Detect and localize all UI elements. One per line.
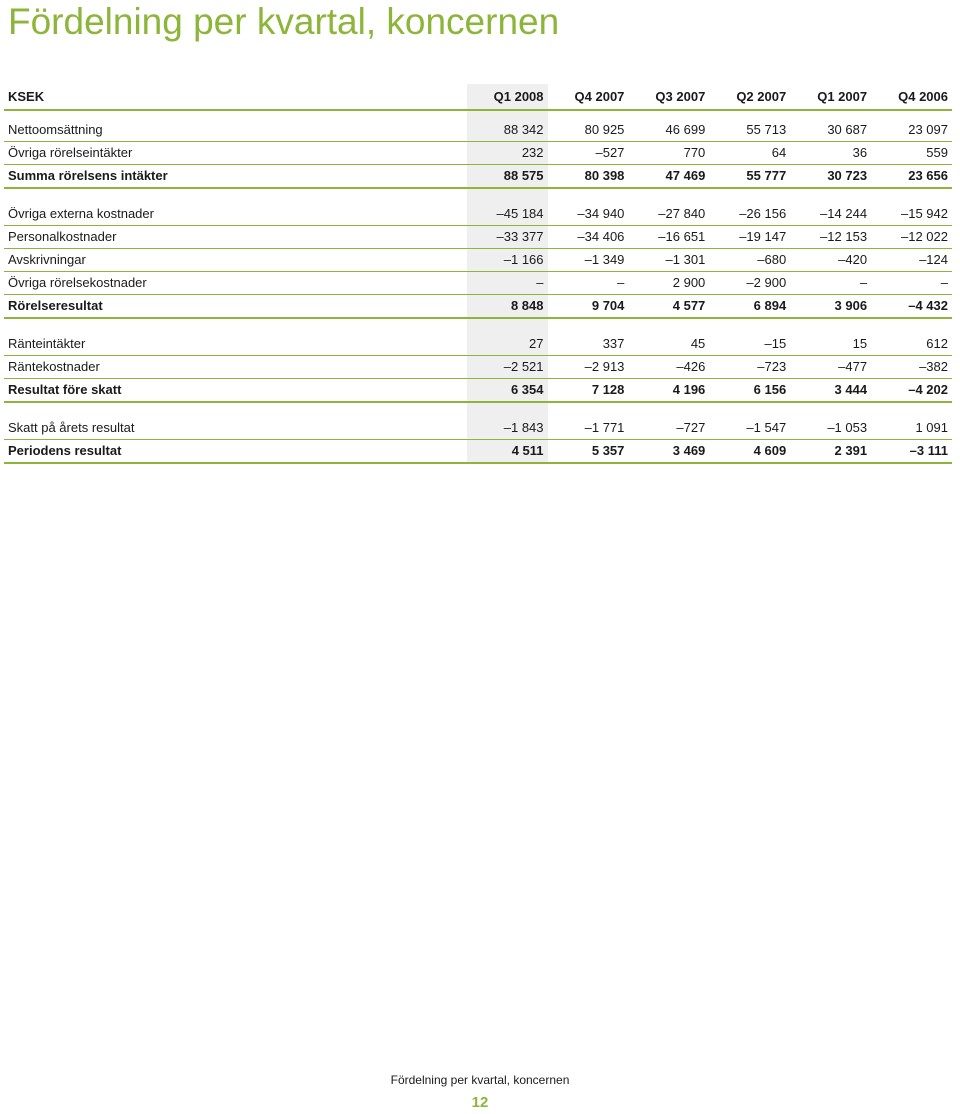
column-header: Q1 2007	[790, 84, 871, 110]
group-spacer	[4, 188, 952, 203]
table-cell: 6 156	[709, 379, 790, 403]
row-label: Avskrivningar	[4, 249, 467, 272]
table-cell: 770	[628, 142, 709, 165]
table-row	[4, 142, 952, 165]
table-cell: 23 656	[871, 165, 952, 189]
spacer-cell	[628, 110, 709, 119]
group-spacer	[4, 110, 952, 119]
table-cell: –34 406	[548, 226, 629, 249]
page-title: Fördelning per kvartal, koncernen	[8, 1, 560, 42]
table-cell: –34 940	[548, 203, 629, 226]
table-cell: –	[790, 272, 871, 295]
row-label: Övriga rörelsekostnader	[4, 272, 467, 295]
table-row	[4, 417, 952, 440]
table-cell: –420	[790, 249, 871, 272]
table-cell: –1 547	[709, 417, 790, 440]
table-cell: –680	[709, 249, 790, 272]
table-cell: –45 184	[467, 203, 548, 226]
column-header: Q2 2007	[709, 84, 790, 110]
table-row	[4, 440, 952, 464]
row-label: Skatt på årets resultat	[4, 417, 467, 440]
table-cell: –15 942	[871, 203, 952, 226]
table-row	[4, 165, 952, 189]
table-cell: –2 900	[709, 272, 790, 295]
table-cell: –527	[548, 142, 629, 165]
row-label: Räntekostnader	[4, 356, 467, 379]
spacer-cell	[548, 402, 629, 417]
row-label: Rörelseresultat	[4, 295, 467, 319]
table-header-row	[4, 84, 952, 110]
spacer-cell	[871, 110, 952, 119]
table-cell: 3 444	[790, 379, 871, 403]
table-cell: –1 053	[790, 417, 871, 440]
table-cell: 23 097	[871, 119, 952, 142]
table-cell: 55 777	[709, 165, 790, 189]
footer-text: Fördelning per kvartal, koncernen	[390, 1073, 570, 1087]
table-cell: 88 342	[467, 119, 548, 142]
table-cell: –4 202	[871, 379, 952, 403]
spacer-cell	[548, 188, 629, 203]
table-cell: –2 913	[548, 356, 629, 379]
table-cell: 7 128	[548, 379, 629, 403]
table-cell: –727	[628, 417, 709, 440]
table-cell: 6 894	[709, 295, 790, 319]
table-cell: –426	[628, 356, 709, 379]
table-row	[4, 295, 952, 319]
column-header: Q4 2007	[548, 84, 629, 110]
table-row	[4, 272, 952, 295]
table-cell: 3 469	[628, 440, 709, 464]
table-cell: 2 391	[790, 440, 871, 464]
table-cell: 80 398	[548, 165, 629, 189]
table-cell: 36	[790, 142, 871, 165]
spacer-cell	[467, 318, 548, 333]
spacer-cell	[790, 188, 871, 203]
table-cell: 15	[790, 333, 871, 356]
table-body	[4, 110, 952, 463]
row-label: Ränteintäkter	[4, 333, 467, 356]
spacer-cell	[790, 110, 871, 119]
table-cell: –3 111	[871, 440, 952, 464]
table-cell: 80 925	[548, 119, 629, 142]
table-cell: –1 301	[628, 249, 709, 272]
spacer-cell	[709, 318, 790, 333]
table-cell: 337	[548, 333, 629, 356]
spacer-cell	[628, 318, 709, 333]
spacer-cell	[628, 402, 709, 417]
table-row	[4, 379, 952, 403]
spacer-cell	[4, 402, 467, 417]
spacer-cell	[548, 110, 629, 119]
table-cell: –382	[871, 356, 952, 379]
row-label: Nettoomsättning	[4, 119, 467, 142]
unit-label: KSEK	[4, 84, 467, 110]
group-spacer	[4, 402, 952, 417]
table-cell: –	[467, 272, 548, 295]
spacer-cell	[790, 402, 871, 417]
row-label: Summa rörelsens intäkter	[4, 165, 467, 189]
row-label: Personalkostnader	[4, 226, 467, 249]
table-cell: –14 244	[790, 203, 871, 226]
table-row	[4, 333, 952, 356]
table-cell: –33 377	[467, 226, 548, 249]
table-row	[4, 203, 952, 226]
table-cell: –723	[709, 356, 790, 379]
table-cell: 4 196	[628, 379, 709, 403]
table-cell: 55 713	[709, 119, 790, 142]
table-cell: 45	[628, 333, 709, 356]
table-cell: 27	[467, 333, 548, 356]
table-cell: 4 511	[467, 440, 548, 464]
column-header: Q4 2006	[871, 84, 952, 110]
table-cell: –19 147	[709, 226, 790, 249]
table-cell: –16 651	[628, 226, 709, 249]
table-cell: –12 022	[871, 226, 952, 249]
table-cell: 612	[871, 333, 952, 356]
spacer-cell	[548, 318, 629, 333]
table-cell: 232	[467, 142, 548, 165]
table-cell: 9 704	[548, 295, 629, 319]
table-cell: 30 723	[790, 165, 871, 189]
table-cell: –15	[709, 333, 790, 356]
spacer-cell	[628, 188, 709, 203]
page-number: 12	[471, 1094, 489, 1111]
table-cell: –477	[790, 356, 871, 379]
spacer-cell	[871, 402, 952, 417]
group-spacer	[4, 318, 952, 333]
table-cell: –	[871, 272, 952, 295]
table-cell: –27 840	[628, 203, 709, 226]
table-row	[4, 119, 952, 142]
quarterly-table	[4, 84, 952, 464]
table-cell: –26 156	[709, 203, 790, 226]
table-cell: –124	[871, 249, 952, 272]
spacer-cell	[709, 188, 790, 203]
table-cell: –1 349	[548, 249, 629, 272]
table-cell: 1 091	[871, 417, 952, 440]
table-cell: 559	[871, 142, 952, 165]
table-cell: 5 357	[548, 440, 629, 464]
table-row	[4, 249, 952, 272]
row-label: Övriga externa kostnader	[4, 203, 467, 226]
spacer-cell	[4, 318, 467, 333]
spacer-cell	[709, 402, 790, 417]
table-cell: 47 469	[628, 165, 709, 189]
table-cell: 30 687	[790, 119, 871, 142]
table-cell: 4 577	[628, 295, 709, 319]
table-cell: 8 848	[467, 295, 548, 319]
spacer-cell	[871, 188, 952, 203]
table-cell: 4 609	[709, 440, 790, 464]
row-label: Periodens resultat	[4, 440, 467, 464]
spacer-cell	[4, 188, 467, 203]
table-cell: 64	[709, 142, 790, 165]
spacer-cell	[467, 402, 548, 417]
table-row	[4, 226, 952, 249]
table-cell: –12 153	[790, 226, 871, 249]
row-label: Resultat före skatt	[4, 379, 467, 403]
spacer-cell	[709, 110, 790, 119]
spacer-cell	[871, 318, 952, 333]
column-header: Q3 2007	[628, 84, 709, 110]
spacer-cell	[4, 110, 467, 119]
table-cell: –2 521	[467, 356, 548, 379]
table-cell: 2 900	[628, 272, 709, 295]
table-cell: –1 771	[548, 417, 629, 440]
table-cell: 3 906	[790, 295, 871, 319]
column-header: Q1 2008	[467, 84, 548, 110]
table-cell: 88 575	[467, 165, 548, 189]
table-row	[4, 356, 952, 379]
spacer-cell	[790, 318, 871, 333]
row-label: Övriga rörelseintäkter	[4, 142, 467, 165]
table-cell: 6 354	[467, 379, 548, 403]
table-cell: –	[548, 272, 629, 295]
spacer-cell	[467, 188, 548, 203]
table-cell: –1 843	[467, 417, 548, 440]
table-cell: –4 432	[871, 295, 952, 319]
spacer-cell	[467, 110, 548, 119]
table-cell: –1 166	[467, 249, 548, 272]
table-cell: 46 699	[628, 119, 709, 142]
